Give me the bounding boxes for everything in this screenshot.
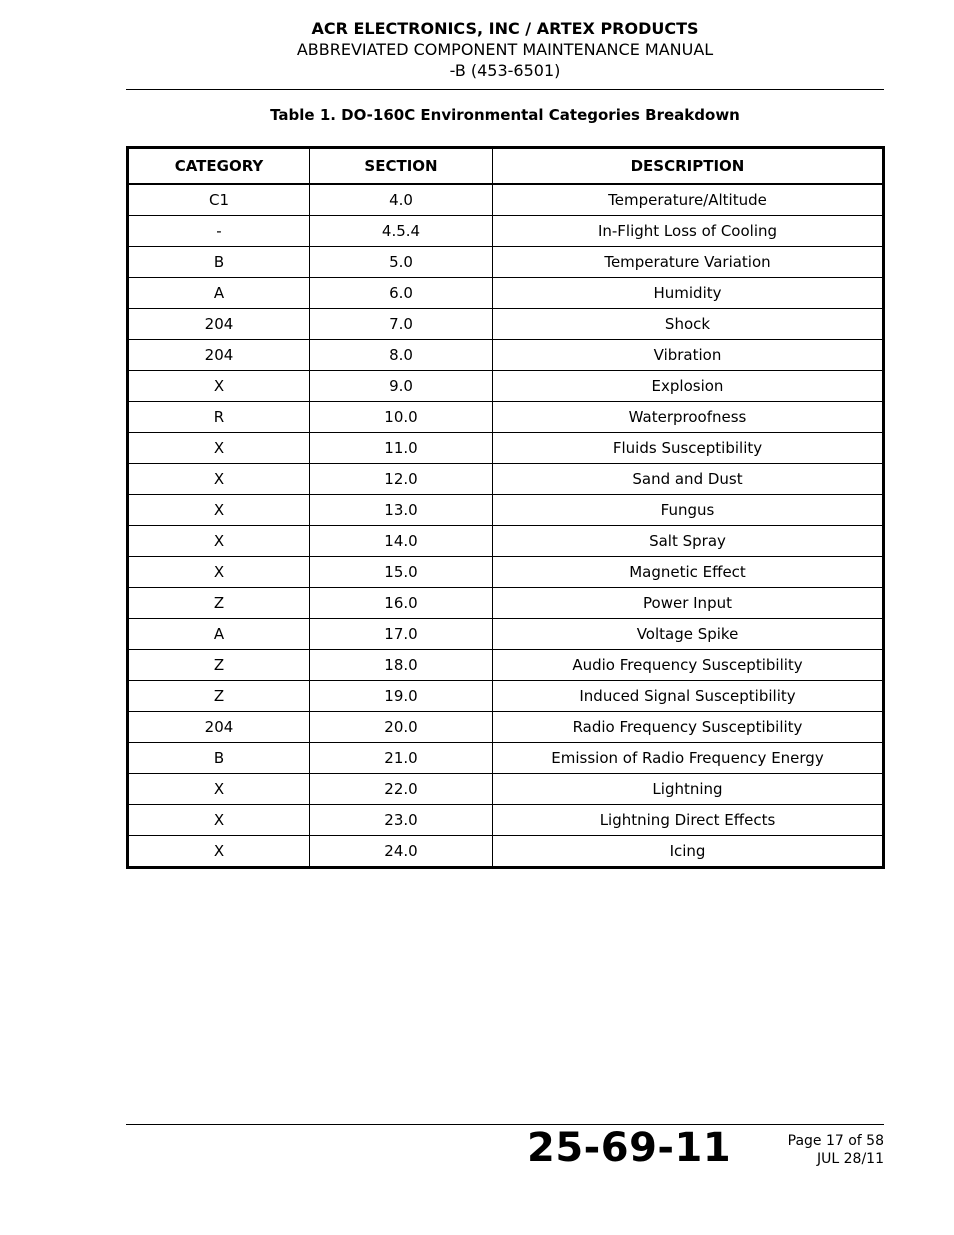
section-cell: 15.0 [310, 557, 493, 588]
category-cell: - [128, 216, 310, 247]
table-row [128, 402, 884, 433]
section-cell: 13.0 [310, 495, 493, 526]
category-cell: X [128, 836, 310, 868]
category-cell: X [128, 774, 310, 805]
table-row [128, 526, 884, 557]
table-row [128, 216, 884, 247]
manual-title: ABBREVIATED COMPONENT MAINTENANCE MANUAL [296, 40, 714, 59]
description-cell: Shock [493, 309, 884, 340]
table-header-row [128, 148, 884, 185]
footer-divider [126, 1124, 884, 1125]
description-cell: Temperature/Altitude [493, 184, 884, 216]
table-row [128, 309, 884, 340]
table-row [128, 557, 884, 588]
category-cell: 204 [128, 309, 310, 340]
table-title: Table 1. DO-160C Environmental Categories Breakdown [270, 106, 740, 124]
table-row [128, 650, 884, 681]
table-row [128, 619, 884, 650]
section-cell: 4.5.4 [310, 216, 493, 247]
table-row [128, 805, 884, 836]
header-divider [126, 89, 884, 90]
table-row [128, 184, 884, 216]
page-header [0, 18, 954, 81]
description-cell: Lightning [493, 774, 884, 805]
section-cell: 14.0 [310, 526, 493, 557]
category-cell: C1 [128, 184, 310, 216]
category-cell: B [128, 247, 310, 278]
section-cell: 16.0 [310, 588, 493, 619]
description-cell: Salt Spray [493, 526, 884, 557]
section-cell: 18.0 [310, 650, 493, 681]
description-cell: Radio Frequency Susceptibility [493, 712, 884, 743]
description-cell: Audio Frequency Susceptibility [493, 650, 884, 681]
category-cell: B [128, 743, 310, 774]
description-cell: In-Flight Loss of Cooling [493, 216, 884, 247]
section-cell: 4.0 [310, 184, 493, 216]
company-name: ACR ELECTRONICS, INC / ARTEX PRODUCTS [311, 19, 699, 38]
category-cell: Z [128, 681, 310, 712]
description-cell: Lightning Direct Effects [493, 805, 884, 836]
document-number: 25-69-11 [527, 1125, 732, 1171]
column-header-category: CATEGORY [128, 148, 310, 185]
table-row [128, 371, 884, 402]
category-cell: X [128, 805, 310, 836]
description-cell: Emission of Radio Frequency Energy [493, 743, 884, 774]
table-row [128, 681, 884, 712]
category-cell: X [128, 371, 310, 402]
category-cell: A [128, 619, 310, 650]
table-row [128, 588, 884, 619]
categories-table [126, 146, 885, 869]
table-row [128, 340, 884, 371]
table-row [128, 278, 884, 309]
section-cell: 10.0 [310, 402, 493, 433]
model-number: -B (453-6501) [449, 61, 561, 80]
section-cell: 22.0 [310, 774, 493, 805]
section-cell: 17.0 [310, 619, 493, 650]
category-cell: X [128, 495, 310, 526]
description-cell: Fungus [493, 495, 884, 526]
section-cell: 24.0 [310, 836, 493, 868]
table-row [128, 774, 884, 805]
revision-date: JUL 28/11 [817, 1151, 884, 1167]
category-cell: 204 [128, 340, 310, 371]
description-cell: Power Input [493, 588, 884, 619]
description-cell: Waterproofness [493, 402, 884, 433]
description-cell: Voltage Spike [493, 619, 884, 650]
table-row [128, 464, 884, 495]
category-cell: R [128, 402, 310, 433]
section-cell: 8.0 [310, 340, 493, 371]
section-cell: 21.0 [310, 743, 493, 774]
category-cell: A [128, 278, 310, 309]
description-cell: Explosion [493, 371, 884, 402]
table-row [128, 743, 884, 774]
description-cell: Temperature Variation [493, 247, 884, 278]
description-cell: Magnetic Effect [493, 557, 884, 588]
category-cell: X [128, 433, 310, 464]
table-body [128, 184, 884, 868]
table-row [128, 712, 884, 743]
category-cell: 204 [128, 712, 310, 743]
category-cell: X [128, 464, 310, 495]
section-cell: 7.0 [310, 309, 493, 340]
section-cell: 19.0 [310, 681, 493, 712]
description-cell: Sand and Dust [493, 464, 884, 495]
table-row [128, 495, 884, 526]
description-cell: Icing [493, 836, 884, 868]
section-cell: 11.0 [310, 433, 493, 464]
description-cell: Humidity [493, 278, 884, 309]
table-row [128, 247, 884, 278]
section-cell: 23.0 [310, 805, 493, 836]
page-info [788, 1132, 884, 1168]
section-cell: 9.0 [310, 371, 493, 402]
description-cell: Fluids Susceptibility [493, 433, 884, 464]
category-cell: Z [128, 650, 310, 681]
table-row [128, 433, 884, 464]
page-number: Page 17 of 58 [787, 1133, 884, 1149]
section-cell: 6.0 [310, 278, 493, 309]
table-row [128, 836, 884, 868]
description-cell: Induced Signal Susceptibility [493, 681, 884, 712]
section-cell: 5.0 [310, 247, 493, 278]
description-cell: Vibration [493, 340, 884, 371]
section-cell: 12.0 [310, 464, 493, 495]
column-header-description: DESCRIPTION [493, 148, 884, 185]
category-cell: X [128, 557, 310, 588]
category-cell: Z [128, 588, 310, 619]
column-header-section: SECTION [310, 148, 493, 185]
section-cell: 20.0 [310, 712, 493, 743]
category-cell: X [128, 526, 310, 557]
